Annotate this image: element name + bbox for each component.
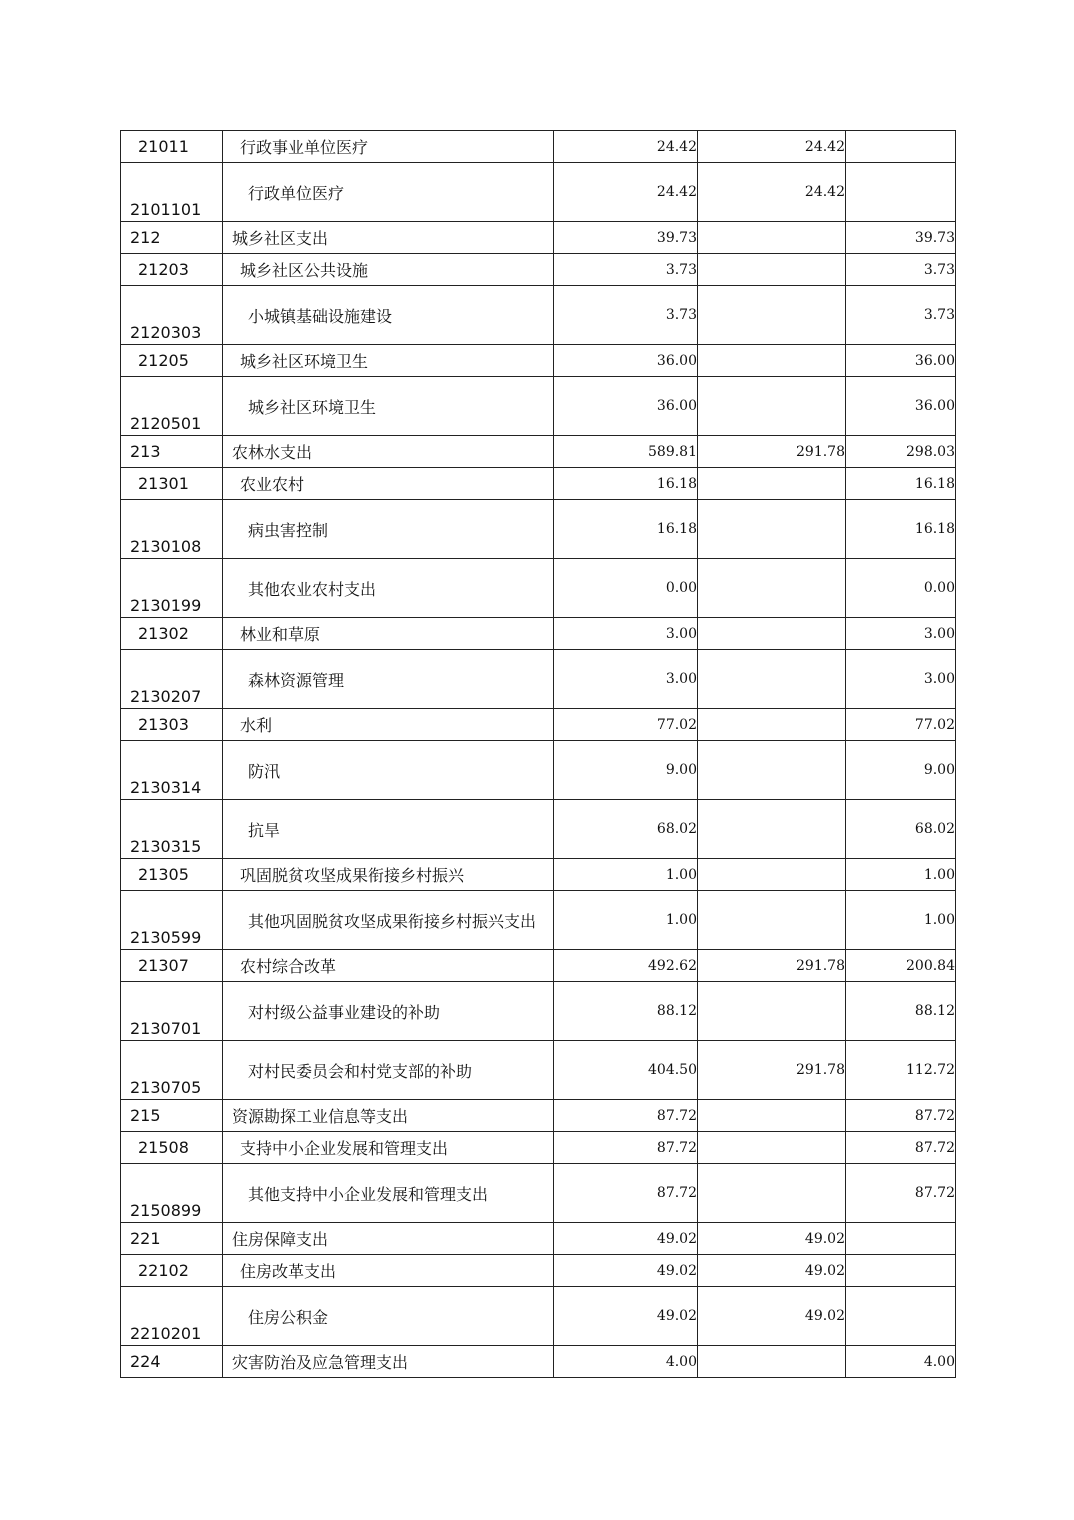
- table-row: [121, 859, 956, 891]
- row-name: 抗旱: [223, 800, 554, 859]
- table-row: [121, 618, 956, 650]
- row-basic: [698, 468, 846, 500]
- row-basic: [698, 345, 846, 377]
- table-row: [121, 709, 956, 741]
- row-project: 298.03: [846, 436, 956, 468]
- row-project: 87.72: [846, 1132, 956, 1164]
- row-name: 住房改革支出: [223, 1255, 554, 1287]
- row-total: 39.73: [554, 222, 698, 254]
- row-project: 77.02: [846, 709, 956, 741]
- row-name: 资源勘探工业信息等支出: [223, 1100, 554, 1132]
- table-row: [121, 1223, 956, 1255]
- row-name: 对村民委员会和村党支部的补助: [223, 1041, 554, 1100]
- row-total: 87.72: [554, 1132, 698, 1164]
- row-total: 3.73: [554, 254, 698, 286]
- row-project: 3.73: [846, 254, 956, 286]
- row-basic: [698, 891, 846, 950]
- row-code: 21302: [121, 618, 223, 650]
- row-code: 2130108: [121, 500, 223, 559]
- table-row: [121, 1041, 956, 1100]
- row-basic: [698, 1132, 846, 1164]
- row-name: 行政单位医疗: [223, 163, 554, 222]
- row-project: 0.00: [846, 559, 956, 618]
- row-code: 22102: [121, 1255, 223, 1287]
- table-row: [121, 891, 956, 950]
- row-total: 49.02: [554, 1255, 698, 1287]
- row-basic: 291.78: [698, 436, 846, 468]
- row-name: 农村综合改革: [223, 950, 554, 982]
- row-project: 88.12: [846, 982, 956, 1041]
- row-code: 21305: [121, 859, 223, 891]
- row-code: 212: [121, 222, 223, 254]
- row-project: 68.02: [846, 800, 956, 859]
- row-code: 213: [121, 436, 223, 468]
- row-code: 215: [121, 1100, 223, 1132]
- row-name: 林业和草原: [223, 618, 554, 650]
- row-basic: [698, 650, 846, 709]
- row-total: 3.73: [554, 286, 698, 345]
- row-code: 2210201: [121, 1287, 223, 1346]
- row-code: 21205: [121, 345, 223, 377]
- row-total: 77.02: [554, 709, 698, 741]
- row-basic: [698, 500, 846, 559]
- row-basic: [698, 377, 846, 436]
- table-row: [121, 650, 956, 709]
- row-code: 2130199: [121, 559, 223, 618]
- table-row: [121, 377, 956, 436]
- row-total: 1.00: [554, 891, 698, 950]
- row-total: 36.00: [554, 345, 698, 377]
- row-project: 36.00: [846, 345, 956, 377]
- row-code: 2130207: [121, 650, 223, 709]
- row-project: [846, 1223, 956, 1255]
- row-name: 巩固脱贫攻坚成果衔接乡村振兴: [223, 859, 554, 891]
- row-name: 住房公积金: [223, 1287, 554, 1346]
- row-project: 87.72: [846, 1100, 956, 1132]
- row-name: 森林资源管理: [223, 650, 554, 709]
- row-code: 2130701: [121, 982, 223, 1041]
- row-total: 24.42: [554, 131, 698, 163]
- row-code: 21301: [121, 468, 223, 500]
- row-project: [846, 131, 956, 163]
- row-project: 39.73: [846, 222, 956, 254]
- table-row: [121, 222, 956, 254]
- row-total: 404.50: [554, 1041, 698, 1100]
- row-total: 492.62: [554, 950, 698, 982]
- row-total: 16.18: [554, 500, 698, 559]
- row-project: 3.00: [846, 618, 956, 650]
- row-total: 0.00: [554, 559, 698, 618]
- table-row: [121, 254, 956, 286]
- row-basic: [698, 254, 846, 286]
- row-total: 36.00: [554, 377, 698, 436]
- table-row: [121, 741, 956, 800]
- row-name: 农林水支出: [223, 436, 554, 468]
- row-code: 224: [121, 1346, 223, 1378]
- table-row: [121, 950, 956, 982]
- row-name: 病虫害控制: [223, 500, 554, 559]
- row-code: 21307: [121, 950, 223, 982]
- row-basic: [698, 859, 846, 891]
- row-project: 200.84: [846, 950, 956, 982]
- row-basic: [698, 1346, 846, 1378]
- table-row: [121, 286, 956, 345]
- row-name: 其他支持中小企业发展和管理支出: [223, 1164, 554, 1223]
- row-total: 49.02: [554, 1287, 698, 1346]
- expenditure-table: [120, 130, 956, 1378]
- row-total: 24.42: [554, 163, 698, 222]
- row-basic: [698, 618, 846, 650]
- row-name: 城乡社区支出: [223, 222, 554, 254]
- row-code: 2130314: [121, 741, 223, 800]
- row-code: 2130705: [121, 1041, 223, 1100]
- row-basic: 291.78: [698, 1041, 846, 1100]
- row-code: 2130599: [121, 891, 223, 950]
- row-project: 3.73: [846, 286, 956, 345]
- row-basic: 24.42: [698, 163, 846, 222]
- row-basic: 49.02: [698, 1223, 846, 1255]
- row-basic: [698, 1100, 846, 1132]
- row-basic: [698, 800, 846, 859]
- row-name: 农业农村: [223, 468, 554, 500]
- row-total: 9.00: [554, 741, 698, 800]
- row-total: 87.72: [554, 1164, 698, 1223]
- row-total: 87.72: [554, 1100, 698, 1132]
- row-code: 21508: [121, 1132, 223, 1164]
- row-basic: 49.02: [698, 1287, 846, 1346]
- row-basic: 291.78: [698, 950, 846, 982]
- table-row: [121, 1100, 956, 1132]
- table-row: [121, 800, 956, 859]
- table-row: [121, 163, 956, 222]
- row-project: 112.72: [846, 1041, 956, 1100]
- row-name: 支持中小企业发展和管理支出: [223, 1132, 554, 1164]
- row-name: 城乡社区公共设施: [223, 254, 554, 286]
- row-project: 36.00: [846, 377, 956, 436]
- row-project: [846, 1255, 956, 1287]
- row-basic: [698, 286, 846, 345]
- row-name: 防汛: [223, 741, 554, 800]
- row-total: 1.00: [554, 859, 698, 891]
- row-basic: 49.02: [698, 1255, 846, 1287]
- table-row: [121, 982, 956, 1041]
- row-name: 其他巩固脱贫攻坚成果衔接乡村振兴支出: [223, 891, 554, 950]
- table-row: [121, 1287, 956, 1346]
- row-code: 2120501: [121, 377, 223, 436]
- row-basic: [698, 709, 846, 741]
- row-code: 21203: [121, 254, 223, 286]
- row-code: 2150899: [121, 1164, 223, 1223]
- row-code: 221: [121, 1223, 223, 1255]
- row-name: 水利: [223, 709, 554, 741]
- row-project: [846, 163, 956, 222]
- row-total: 3.00: [554, 618, 698, 650]
- row-total: 589.81: [554, 436, 698, 468]
- table-row: [121, 436, 956, 468]
- row-code: 2101101: [121, 163, 223, 222]
- table-row: [121, 345, 956, 377]
- row-project: 16.18: [846, 468, 956, 500]
- row-total: 3.00: [554, 650, 698, 709]
- row-code: 21011: [121, 131, 223, 163]
- row-project: [846, 1287, 956, 1346]
- row-name: 小城镇基础设施建设: [223, 286, 554, 345]
- row-basic: 24.42: [698, 131, 846, 163]
- row-project: 3.00: [846, 650, 956, 709]
- row-code: 2120303: [121, 286, 223, 345]
- row-name: 城乡社区环境卫生: [223, 377, 554, 436]
- row-name: 其他农业农村支出: [223, 559, 554, 618]
- row-project: 4.00: [846, 1346, 956, 1378]
- table-row: [121, 559, 956, 618]
- row-basic: [698, 559, 846, 618]
- row-name: 灾害防治及应急管理支出: [223, 1346, 554, 1378]
- row-basic: [698, 741, 846, 800]
- row-total: 88.12: [554, 982, 698, 1041]
- row-basic: [698, 222, 846, 254]
- row-total: 16.18: [554, 468, 698, 500]
- table-row: [121, 131, 956, 163]
- row-project: 87.72: [846, 1164, 956, 1223]
- row-project: 1.00: [846, 891, 956, 950]
- row-total: 49.02: [554, 1223, 698, 1255]
- table-row: [121, 1255, 956, 1287]
- row-name: 行政事业单位医疗: [223, 131, 554, 163]
- row-total: 4.00: [554, 1346, 698, 1378]
- table-row: [121, 500, 956, 559]
- table-row: [121, 1346, 956, 1378]
- row-basic: [698, 1164, 846, 1223]
- table-body: [121, 131, 956, 1378]
- row-code: 21303: [121, 709, 223, 741]
- row-project: 16.18: [846, 500, 956, 559]
- table-row: [121, 1164, 956, 1223]
- row-project: 9.00: [846, 741, 956, 800]
- table-row: [121, 1132, 956, 1164]
- row-name: 住房保障支出: [223, 1223, 554, 1255]
- row-basic: [698, 982, 846, 1041]
- row-name: 城乡社区环境卫生: [223, 345, 554, 377]
- row-total: 68.02: [554, 800, 698, 859]
- table-row: [121, 468, 956, 500]
- row-code: 2130315: [121, 800, 223, 859]
- row-name: 对村级公益事业建设的补助: [223, 982, 554, 1041]
- row-project: 1.00: [846, 859, 956, 891]
